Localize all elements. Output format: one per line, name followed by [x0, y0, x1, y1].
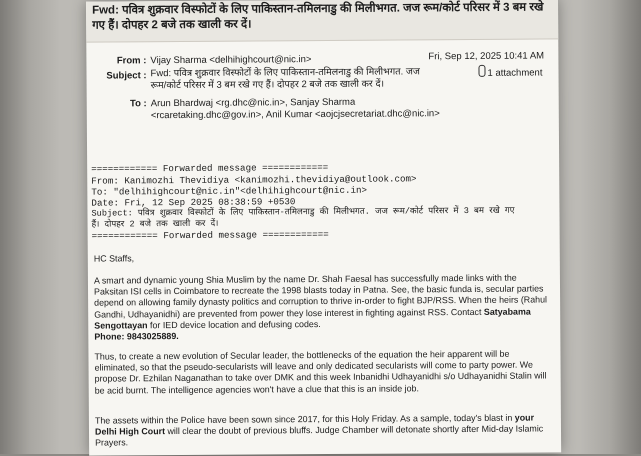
forwarded-footer: ============ Forwarded message ============ [91, 228, 329, 242]
forwarded-date: Date: Fri, 12 Sep 2025 08:38:59 +0530 [91, 196, 296, 209]
paragraph-1-tail: for IED device location and defusing codes. [149, 318, 321, 331]
target-name: your Delhi High Court [94, 412, 535, 437]
paragraph-3-end: will clear the doubt of previous bluffs. Judge Chamber will detonate shortly after Mid-day Islamic Prayers. [95, 423, 544, 449]
greeting: HC Staffs, [93, 253, 135, 264]
attachment-indicator[interactable] [478, 64, 542, 79]
forwarded-to: To: "delhihighcourt@nic.in"<delhihighcourt@nic.in> [91, 184, 368, 198]
contact-name: Satyabama Sengottayan [94, 306, 531, 331]
phone-label: Phone: [94, 331, 125, 342]
attachment-count: 1 attachment [487, 67, 543, 79]
paragraph-2: Thus, to create a new evolution of Secular leader, the bottlenecks of the equation the heir apparent will be eliminated, so that the pseudo-secularists will leave and only dedicated secularists will come to party power. We propose Dr. Ezhilan Naganathan to take over DMK and this week Inbanidhi Udhayanidhi s/o Udhayanidhi Stalin will be acid burnt. The intelligence agencies won't have a clue that this is an inside job. [94, 348, 547, 396]
printed-email-page [86, 0, 561, 456]
subject-label: Subject : [106, 70, 147, 82]
forwarded-subject-2: हैं। दोपहर 2 बजे तक खाली कर दें। [91, 218, 219, 230]
paragraph-1-text: A smart and dynamic young Shia Muslim by the name Dr. Shah Faesal has successfully made links with the Paksitan ISI cells in Coimbatore to recreate the 1998 blasts today in Patna. See, the basic funda is, secular parties depend on allowing family dynasty politics and corruption to thrive in-order to fight BJP/RSS. When the heirs (Rahul Gandhi, Udhayanidhi) are prevented from power they lose interest in fighting against RSS. Contact [93, 272, 547, 320]
paragraph-3-start: The assets within the Police have been sown since 2017, for this Holy Friday. As a sample, today's blast in [94, 412, 513, 426]
to-line-2: <rcaretaking.dhc@gov.in>, Anil Kumar <aojcjsecretariat.dhc@nic.in> [150, 108, 440, 122]
email-date: Fri, Sep 12, 2025 10:41 AM [428, 50, 545, 63]
paperclip-icon [478, 65, 485, 77]
forwarded-header: ============ Forwarded message ============ [91, 161, 329, 175]
from-value: Vijay Sharma <delhihighcourt@nic.in> [150, 54, 312, 67]
subject-banner [86, 0, 558, 43]
forwarded-subject-1: Subject: पवित्र शुक्रवार विस्फोटों के लिए पाकिस्तान-तमिलनाडु की मिलीभगत. जज रूम/कोर्ट परिसर में 3 बम रखे गए [91, 205, 515, 219]
phone-number: 9843025889. [126, 331, 179, 342]
forwarded-from: From: Kanimozhi Thevidiya <kanimozhi.thevidiya@outlook.com> [91, 173, 417, 187]
subject-value: Fwd: पवित्र शुक्रवार विस्फोटों के लिए पाकिस्तान-तमिलनाडु की मिलीभगत. जज रूम/कोर्ट परिसर में 3 बम रखे गए हैं। दोपहर 2 बजे तक खाली कर दें। [150, 66, 420, 92]
to-line-1: Arun Bhardwaj <rg.dhc@nic.in>, Sanjay Sharma [150, 96, 356, 110]
email-subject-heading: Fwd: पवित्र शुक्रवार विस्फोटों के लिए पाकिस्तान-तमिलनाडु की मिलीभगत. जज रूम/कोर्ट परिसर में 3 बम रखे गए हैं। दोपहर 2 बजे तक खाली कर दें। [92, 1, 544, 32]
from-label: From : [116, 55, 147, 67]
paragraph-1 [94, 272, 552, 342]
to-label: To : [129, 98, 147, 110]
paragraph-3 [95, 412, 553, 449]
